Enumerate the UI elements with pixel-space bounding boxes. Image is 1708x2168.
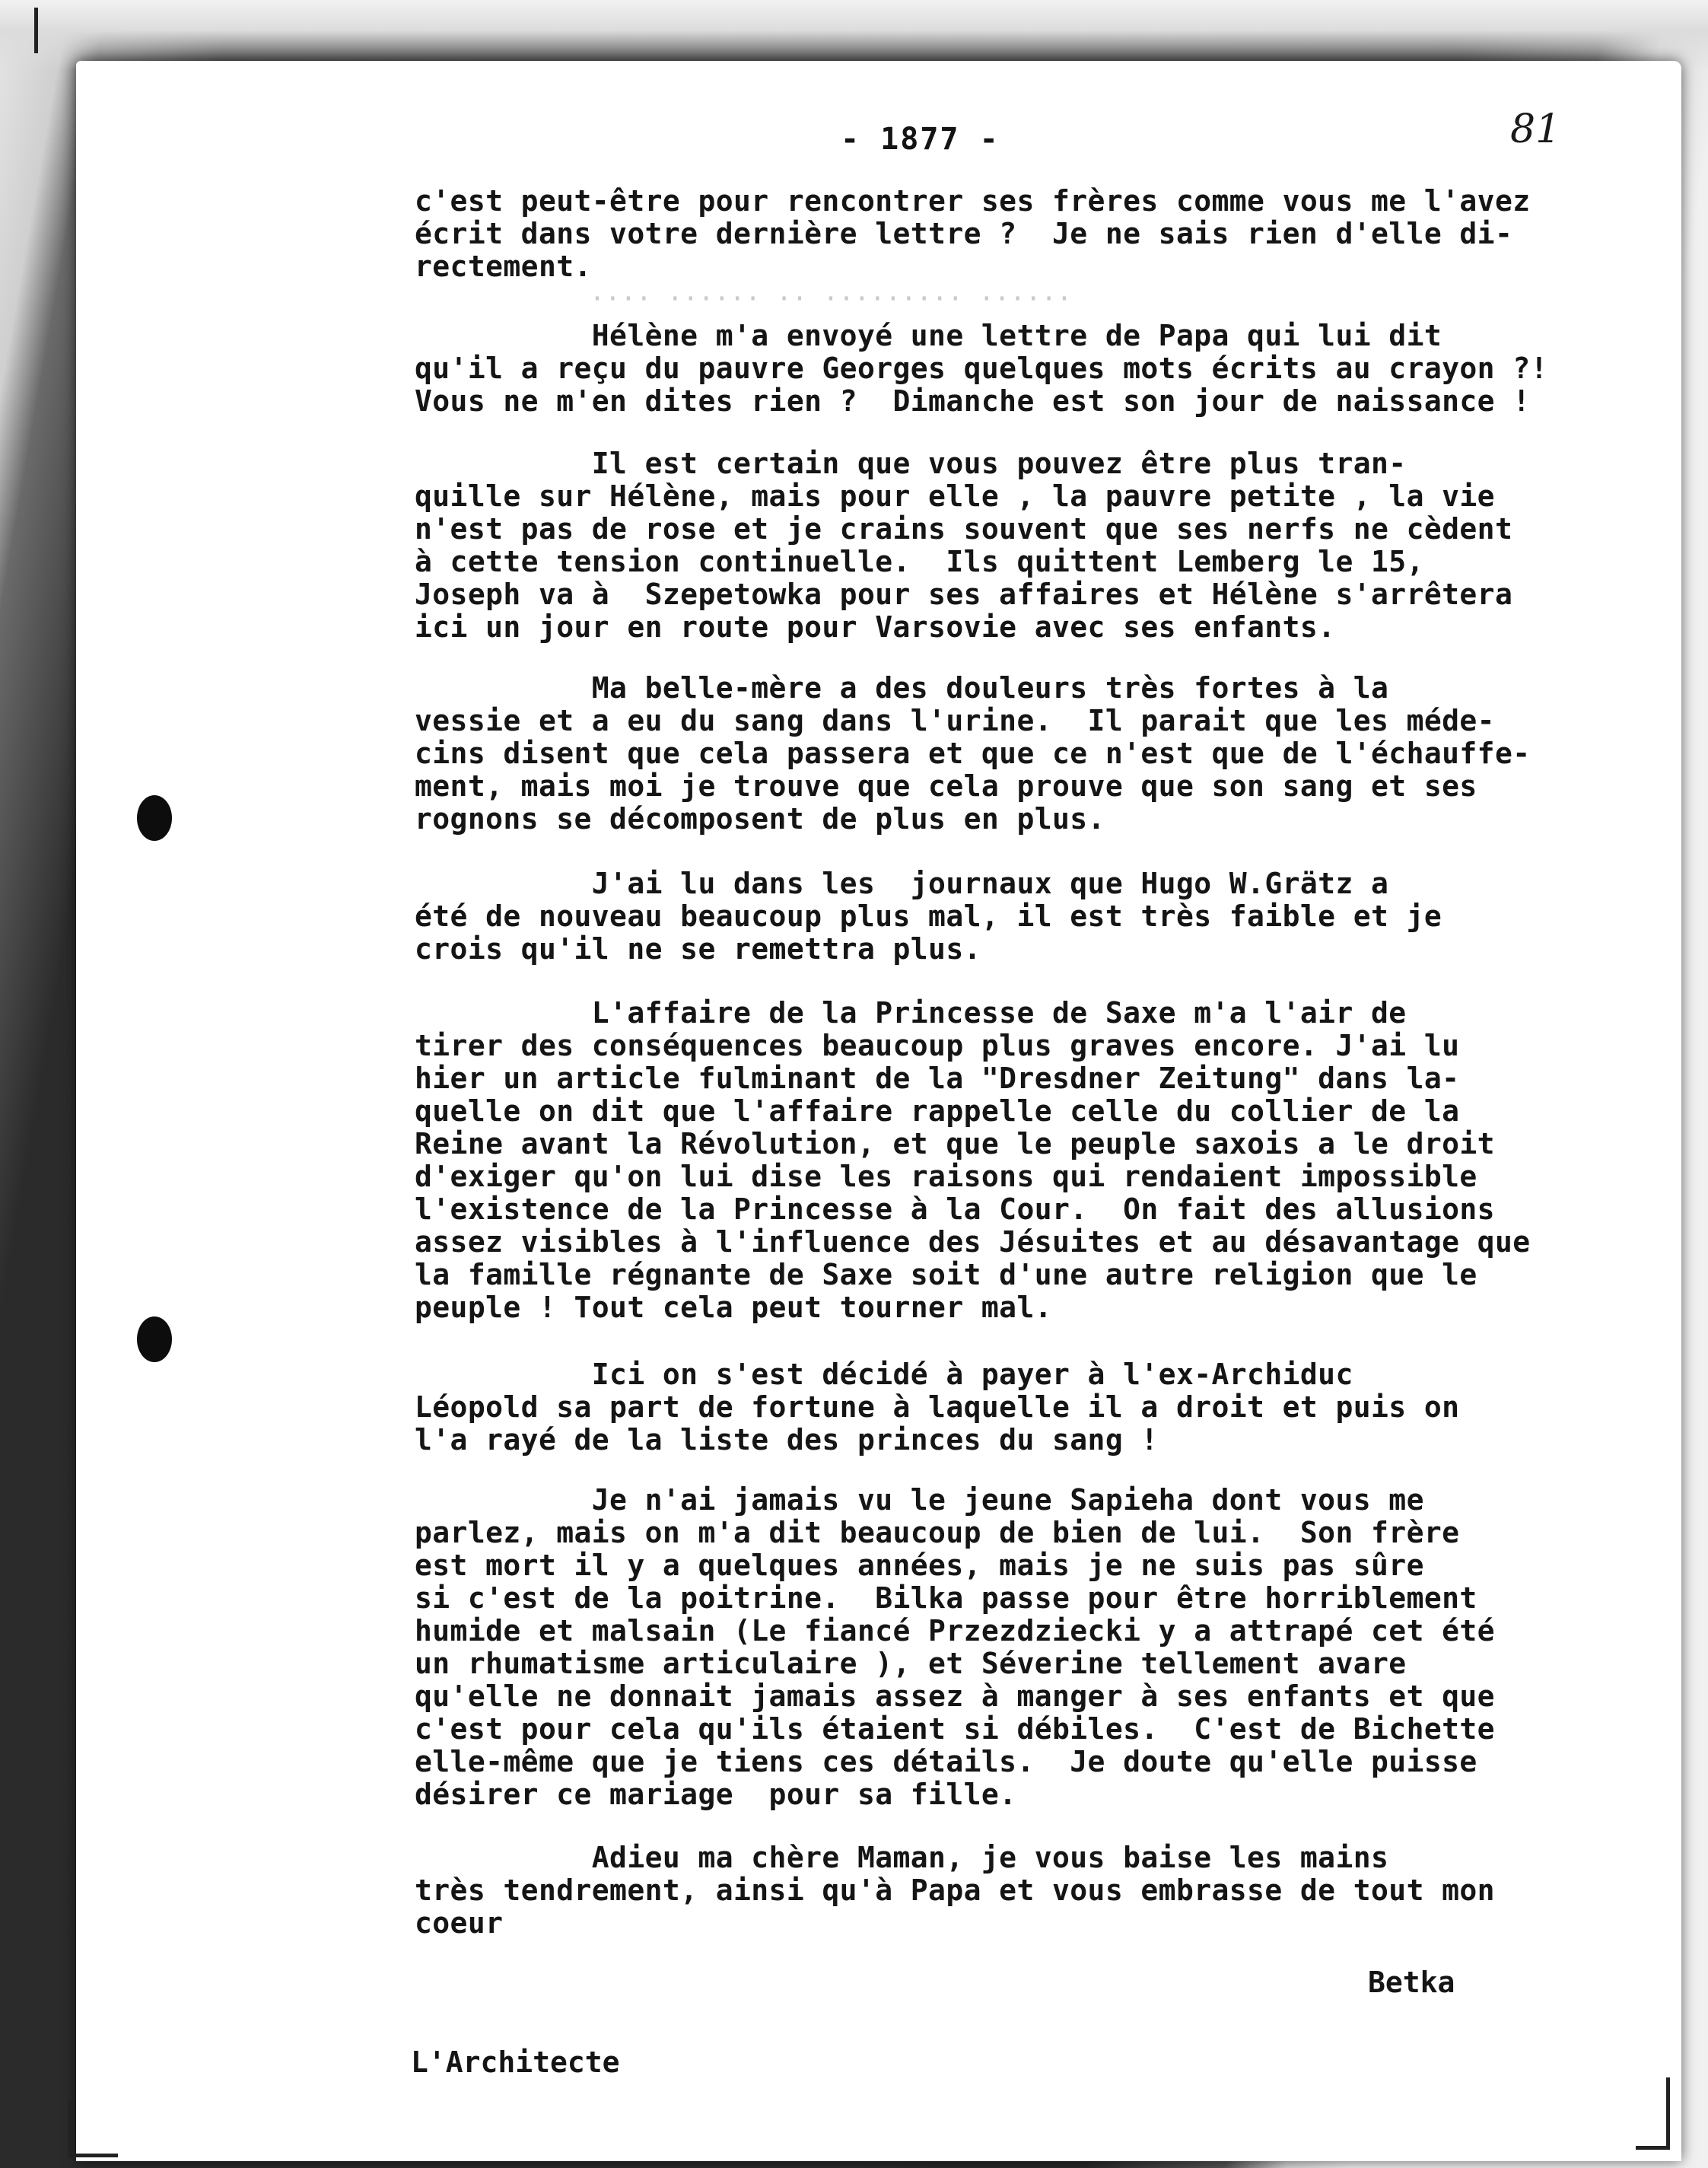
signature: Betka [1368, 1966, 1455, 1999]
paragraph-6: L'affaire de la Princesse de Saxe m'a l'air de tirer des conséquences beaucoup plus graves encore. J'ai lu hier un article fulminant de la "Dresdner Zeitung" dans la- quelle on dit que l'affaire rappelle celle du collier de la Reine avant la Révolution, et que le peuple saxois a le droit d'exiger qu'on lui dise les raisons qui rendaient impossible l'existence de la Princesse à la Cour. On fait des allusions assez visibles à l'influence des Jésuites et au désavantage que la famille régnante de Saxe soit d'une autre religion que le peuple ! Tout cela peut tourner mal. [415, 996, 1531, 1324]
paragraph-5: J'ai lu dans les journaux que Hugo W.Grätz a été de nouveau beaucoup plus mal, il est très faible et je crois qu'il ne se remettra plus. [415, 867, 1442, 966]
corner-mark-top-left [34, 8, 68, 53]
paragraph-2: Hélène m'a envoyé une lettre de Papa qui lui dit qu'il a reçu du pauvre Georges quelques mots écrits au crayon ?! Vous ne m'en dites rien ? Dimanche est son jour de naissance ! [415, 319, 1548, 418]
show-through-text: ···· ······ ·· ········· ······ [434, 284, 1073, 314]
paragraph-3: Il est certain que vous pouvez être plus tran- quille sur Hélène, mais pour elle , la pauvre petite , la vie n'est pas de rose et je crains souvent que ses nerfs ne cèdent à cette tension continuelle. Ils quittent Lemberg le 15, Joseph va à Szepetowka pour ses affaires et Hélène s'arrêtera ici un jour en route pour Varsovie avec ses enfants. [415, 447, 1513, 644]
corner-mark-bottom-left [68, 2100, 118, 2157]
scanner-top-edge [0, 0, 1708, 68]
paragraph-1: c'est peut-être pour rencontrer ses frères comme vous me l'avez écrit dans votre dernière lettre ? Je ne sais rien d'elle di- rectement. [415, 184, 1531, 283]
punch-hole-upper [137, 795, 172, 841]
paragraph-8: Je n'ai jamais vu le jeune Sapieha dont vous me parlez, mais on m'a dit beaucoup de bien de lui. Son frère est mort il y a quelques années, mais je ne suis pas sûre si c'est de la poitrine. Bilka passe pour être horriblement humide et malsain (Le fiancé Przezdziecki y a attrapé cet été un rhumatisme articulaire ), et Séverine tellement avare qu'elle ne donnait jamais assez à manger à ses enfants et que c'est pour cela qu'ils étaient si débiles. C'est de Bichette elle-même que je tiens ces détails. Je doute qu'elle puisse désirer ce mariage pour sa fille. [415, 1483, 1495, 1811]
corner-mark-bottom-right [1636, 2077, 1670, 2150]
footer-note: L'Architecte [411, 2045, 620, 2079]
folio-number: 81 [1510, 107, 1561, 152]
punch-hole-lower [137, 1316, 172, 1362]
page-number: - 1877 - [841, 122, 1000, 157]
paragraph-7: Ici on s'est décidé à payer à l'ex-Archiduc Léopold sa part de fortune à laquelle il a droit et puis on l'a rayé de la liste des princes du sang ! [415, 1358, 1460, 1456]
paragraph-4: Ma belle-mère a des douleurs très fortes à la vessie et a eu du sang dans l'urine. Il parait que les méde- cins disent que cela passera et que ce n'est que de l'échauffe- ment, mais moi je trouve que cela prouve que son sang et ses rognons se décomposent de plus en plus. [415, 671, 1531, 836]
paragraph-9: Adieu ma chère Maman, je vous baise les mains très tendrement, ainsi qu'à Papa et vous embrasse de tout mon coeur [415, 1841, 1495, 1940]
